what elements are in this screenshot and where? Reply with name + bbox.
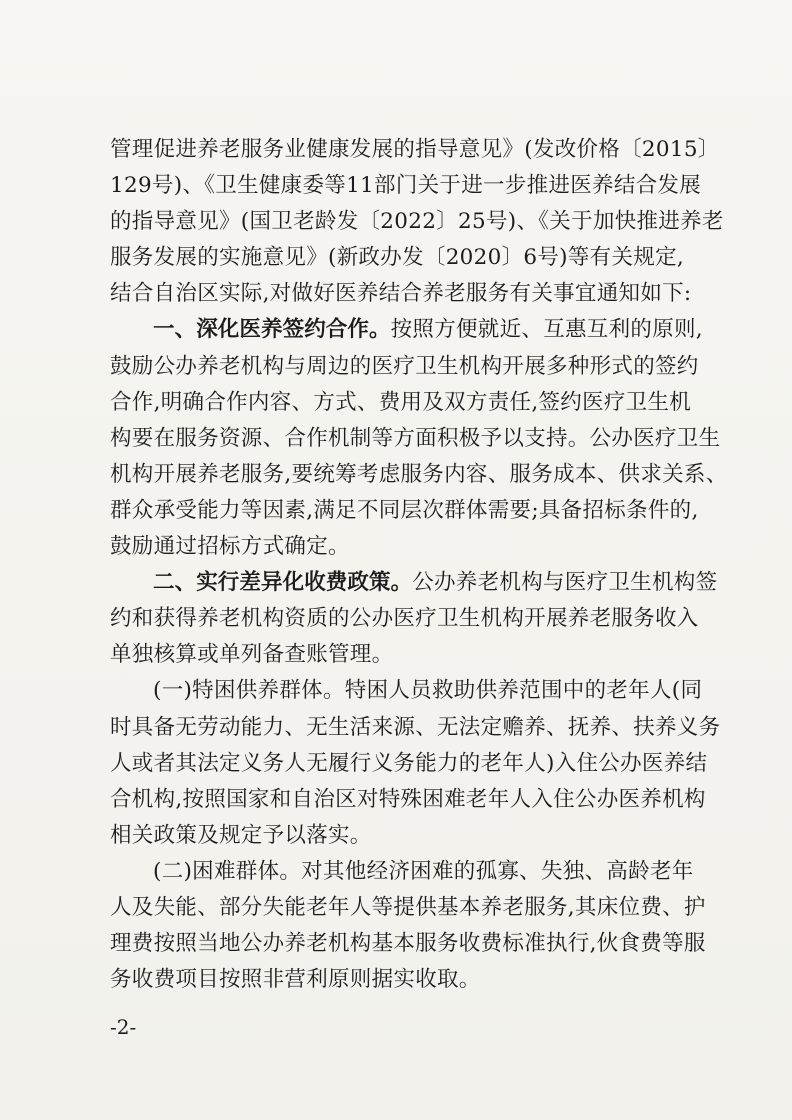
line-text: 服务发展的实施意见》(新政办发〔2020〕6号)等有关规定, xyxy=(110,245,685,271)
text-line xyxy=(110,710,721,746)
line-text: (一)特困供养群体。特困人员救助供养范围中的老年人(同 xyxy=(153,678,703,704)
text-line xyxy=(110,132,720,168)
document-body xyxy=(110,132,728,998)
text-line xyxy=(110,926,706,962)
line-text: 理费按照当地公办养老机构基本服务收费标准执行,伙食费等服 xyxy=(110,931,706,957)
line-text: 相关政策及规定予以落实。 xyxy=(110,822,372,848)
page-number: -2- xyxy=(110,1015,137,1039)
line-text: 时具备无劳动能力、无生活来源、无法定赡养、抚养、扶养义务 xyxy=(110,714,721,740)
text-line xyxy=(110,312,703,348)
line-text: 务收费项目按照非营利原则据实收取。 xyxy=(110,967,481,993)
text-line xyxy=(110,601,699,637)
section-heading: 一、深化医养签约合作。 xyxy=(153,317,391,343)
line-text: 约和获得养老机构资质的公办医疗卫生机构开展养老服务收入 xyxy=(110,606,699,632)
text-line xyxy=(110,565,718,601)
text-line xyxy=(110,962,682,998)
text-line xyxy=(110,890,706,926)
text-line xyxy=(110,457,728,493)
text-line xyxy=(110,276,692,312)
text-line xyxy=(110,204,724,240)
line-text: 管理促进养老服务业健康发展的指导意见》(发改价格〔2015〕 xyxy=(110,137,720,162)
line-text: 的指导意见》(国卫老龄发〔2022〕25号)、《关于加快推进养老 xyxy=(110,209,724,235)
text-line xyxy=(110,637,682,673)
line-text: 129号)、《卫生健康委等11部门关于进一步推进医养结合发展 xyxy=(110,173,702,199)
text-line xyxy=(110,673,703,709)
text-line xyxy=(110,240,685,276)
text-line xyxy=(110,385,692,421)
line-text: 人及失能、部分失能老年人等提供基本养老服务,其床位费、护 xyxy=(110,894,706,920)
line-text: 结合自治区实际,对做好医养结合养老服务有关事宜通知如下: xyxy=(110,281,692,307)
line-text: 群众承受能力等因素,满足不同层次群体需要;具备招标条件的, xyxy=(110,497,699,523)
text-line xyxy=(110,782,706,818)
line-text: 人或者其法定义务人无履行义务能力的老年人)入住公办医养结 xyxy=(110,750,708,776)
text-line xyxy=(110,421,721,457)
text-line xyxy=(110,529,682,565)
line-text: 鼓励通过招标方式确定。 xyxy=(110,534,350,560)
line-text: 合作,明确合作内容、方式、费用及双方责任,签约医疗卫生机 xyxy=(110,389,692,415)
line-text: 机构开展养老服务,要统筹考虑服务内容、服务成本、供求关系、 xyxy=(110,461,728,487)
line-text: 单独核算或单列备查账管理。 xyxy=(110,642,394,668)
text-line xyxy=(110,168,702,204)
text-line xyxy=(110,493,699,529)
text-line xyxy=(110,818,682,854)
text-line xyxy=(110,349,699,385)
line-text: (二)困难群体。对其他经济困难的孤寡、失独、高龄老年 xyxy=(153,858,694,884)
line-text: 鼓励公办养老机构与周边的医疗卫生机构开展多种形式的签约 xyxy=(110,353,699,379)
line-text: 公办养老机构与医疗卫生机构签 xyxy=(412,570,718,596)
section-heading: 二、实行差异化收费政策。 xyxy=(153,570,413,596)
line-text: 按照方便就近、互惠互利的原则, xyxy=(390,317,703,343)
text-line xyxy=(110,854,694,890)
text-line xyxy=(110,746,708,782)
line-text: 构要在服务资源、合作机制等方面积极予以支持。公办医疗卫生 xyxy=(110,425,721,451)
line-text: 合机构,按照国家和自治区对特殊困难老年人入住公办医养机构 xyxy=(110,786,706,812)
